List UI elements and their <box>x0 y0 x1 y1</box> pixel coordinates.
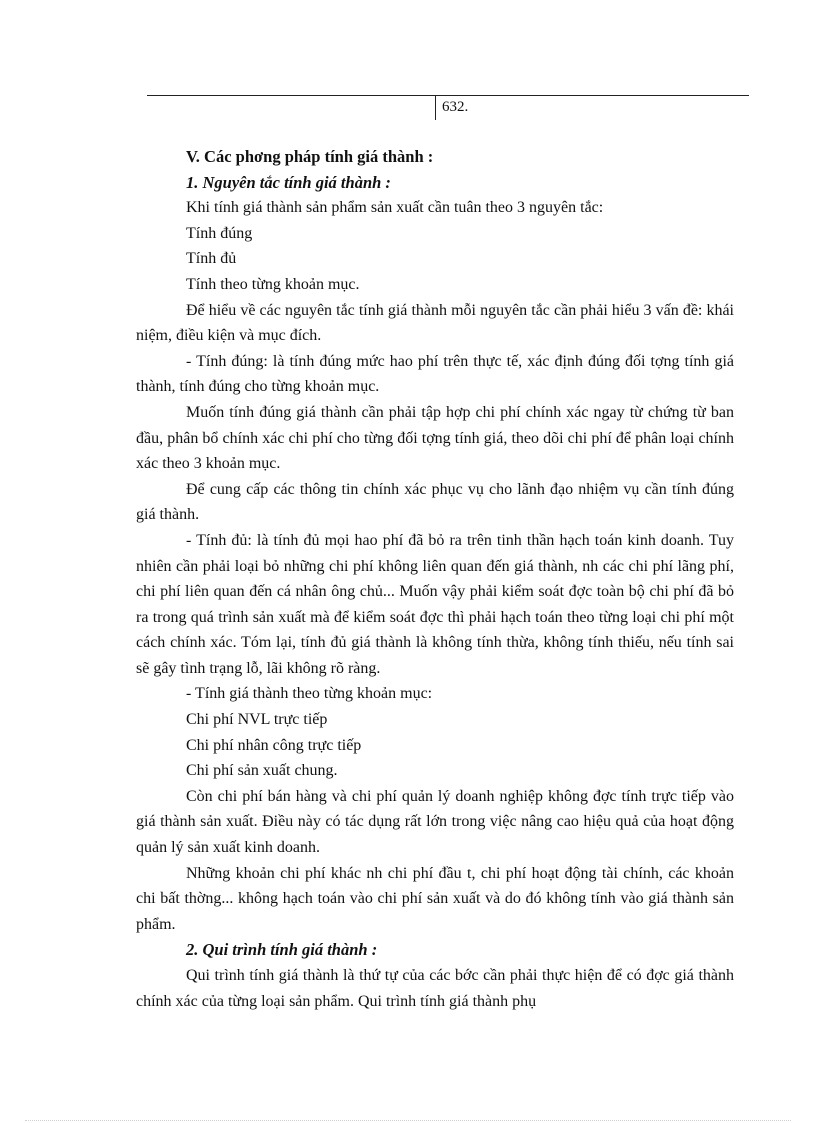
paragraph: Những khoản chi phí khác nh chi phí đầu t, chi phí hoạt động tài chính, các khoản chi bất thờng... không hạch toán vào chi phí sản xuất và do đó không tính vào giá thành sản phẩm. <box>136 864 734 933</box>
section-title: V. Các phơng pháp tính giá thành : <box>186 147 434 166</box>
principle-item: Tính theo từng khoản mục. <box>186 275 360 293</box>
subsection-title-1: 1. Nguyên tắc tính giá thành : <box>186 172 391 192</box>
paragraph: Còn chi phí bán hàng và chi phí quản lý doanh nghiệp không đợc tính trực tiếp vào giá thành sản xuất. Điều này có tác dụng rất lớn trong việc nâng cao hiệu quả của hoạt động quản lý sản xuất kinh doanh. <box>136 787 734 857</box>
page-bottom-rule <box>25 1120 791 1121</box>
paragraph: - Tính đúng: là tính đúng mức hao phí trên thực tế, xác định đúng đối tợng tính giá thành, tính đúng cho từng khoản mục. <box>136 352 734 396</box>
cost-item: Chi phí NVL trực tiếp <box>186 711 328 729</box>
paragraph: Muốn tính đúng giá thành cần phải tập hợp chi phí chính xác ngay từ chứng từ ban đầu, phân bổ chính xác chi phí cho từng đối tợng tính giá, theo dõi chi phí để phân loại chính xác theo 3 khoản mục. <box>136 403 734 473</box>
paragraph: Qui trình tính giá thành là thứ tự của các bớc cần phải thực hiện để có đợc giá thành chính xác của từng loại sản phẩm. Qui trình tính giá thành phụ <box>136 967 734 1010</box>
subsection-title-2: 2. Qui trình tính giá thành : <box>186 940 378 960</box>
principle-item: Tính đúng <box>186 224 253 242</box>
paragraph: - Tính đủ: là tính đủ mọi hao phí đã bỏ ra trên tinh thần hạch toán kinh doanh. Tuy nhiên cần phải loại bỏ những chi phí không liên quan đến giá thành, nh các chi phí lãng phí, chi phí liên quan đến cá nhân ông chủ... Muốn vậy phải kiểm soát đợc toàn bộ chi phí đã bỏ ra trong quá trình sản xuất mà để kiểm soát đợc thì phải hạch toán theo từng loại chi phí một cách chính xác. Tóm lại, tính đủ giá thành là không tính thừa, không tính thiếu, nếu tính sai sẽ gây tình trạng lỗ, lãi không rõ ràng. <box>136 531 734 677</box>
paragraph: Để cung cấp các thông tin chính xác phục vụ cho lãnh đạo nhiệm vụ cần tính đúng giá thành. <box>136 480 734 524</box>
paragraph: Để hiểu về các nguyên tắc tính giá thành mỗi nguyên tắc cần phải hiểu 3 vấn đề: khái niệm, điều kiện và mục đích. <box>136 301 734 345</box>
principle-item: Tính đủ <box>186 250 237 268</box>
paragraph: - Tính giá thành theo từng khoản mục: <box>186 685 433 703</box>
page-number: 632. <box>435 96 468 120</box>
cost-item: Chi phí nhân công trực tiếp <box>186 736 362 754</box>
document-body <box>136 144 734 1014</box>
cost-item: Chi phí sản xuất chung. <box>186 762 338 780</box>
intro-paragraph: Khi tính giá thành sản phẩm sản xuất cần tuân theo 3 nguyên tắc: <box>186 199 604 217</box>
